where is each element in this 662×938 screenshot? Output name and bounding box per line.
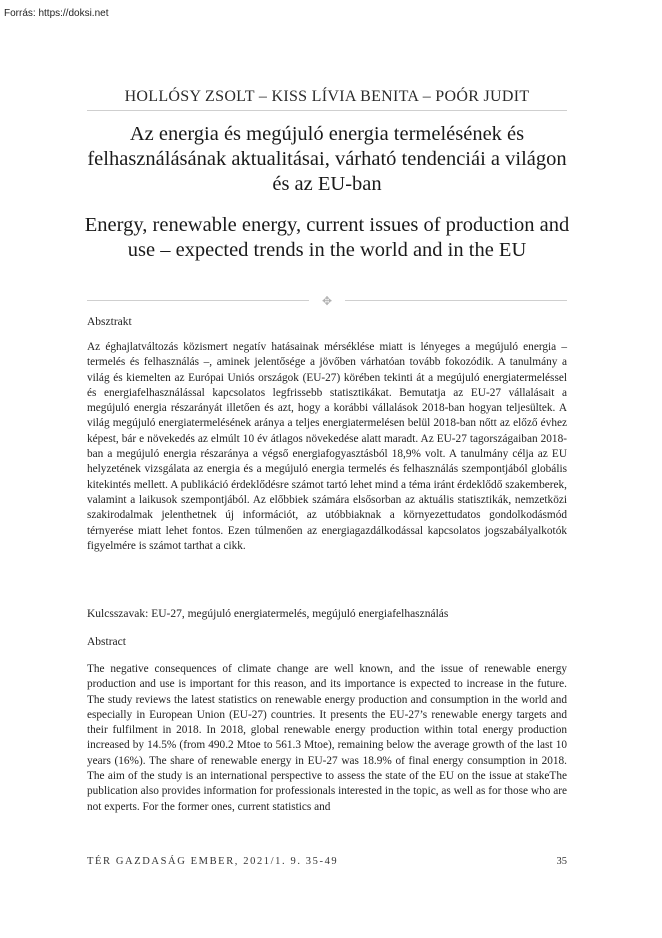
abstract-en-text: The negative consequences of climate change are well known, and the issue of renewable energy production and use is important for this reason, and its importance is expected to increase in the future. The study reviews the latest statistics on renewable energy production and consumption in the world and especially in European Union (EU-27) countries. It presents the EU-27’s renewable energy targets and their fulfilment in 2018. In 2018, global renewable energy production within total energy production increased by 14.5% (from 490.2 Mtoe to 561.3 Mtoe), remaining below the average growth of the last 10 years (16%). The share of renewable energy in EU-27 was 18.9% of final energy consumption in 2018. The aim of the study is an international perspective to assess the state of the EU on the issue at stakeThe publication also provides information for professionals interested in the topic, as well as for those who are not experts. For the former ones, current statistics and [87,663,567,813]
abstract-hu-text: Az éghajlatváltozás közismert negatív hatásainak mérséklése miatt is lényeges a megújuló energia – termelés és felhasználás –, aminek jelentősége a jövőben várhatóan tovább fokozódik. A tanulmány a világ és kiemelten az Európai Uniós országok (EU-27) körében tekinti át a megújuló energiatermeléssel és energiafelhasználással kapcsolatos legfrissebb statisztikákat. Bemutatja az EU-27 vállalásait a megújuló energia részarányát illetően és azt, hogy a korábbi vállalások 2018-ban hogyan teljesültek. A világ megújuló energiatermelésének aránya a teljes energiatermelésen belül 2018-ban nőtt az előző évhez képest, bár e növekedés az elmúlt 10 év átlagos növekedése alatt maradt. Az EU-27 tagországaiban 2018-ban a megújuló energia részaránya a végső energiafogyasztásból 18,9% volt. A tanulmány célja az EU helyzetének vizsgálata az energia és a megújuló energia termelés és felhasználás szempontjából globális kitekintés mellett. A publikáció érdeklődésre számot tartó lehet mind a téma iránt érdeklődő szakemberek, valamint a laikusok szempontjából. Az előbbiek számára elsősorban az aktuális statisztikák, nemzetközi szakirodalmak jelenthetnek új információt, az utóbbiaknak a környezettudatos gondolkodásmód térnyerése miatt lehet fontos. Ezen túlmenően az energiagazdálkodással kapcsolatos jogszabályalkotók figyelmére is számot tarthat a cikk. [87,341,567,552]
ornament-icon: ✥ [321,294,333,308]
authors: HOLLÓSY ZSOLT – KISS LÍVIA BENITA – POÓR JUDIT [124,88,530,105]
ornament-divider-right [345,300,567,301]
abstract-en-heading: Abstract [87,636,126,648]
source-label: Forrás: https://doksi.net [4,8,109,19]
title-english: Energy, renewable energy, current issues of production and use – expected trends in the world and in the EU [84,214,570,261]
journal-citation: TÉR GAZDASÁG EMBER, 2021/1. 9. 35-49 [87,856,339,867]
header-divider [87,110,567,111]
page-number: 35 [556,856,567,867]
abstract-hu-heading: Absztrakt [87,316,132,328]
keywords: Kulcsszavak: EU-27, megújuló energiatermelés, megújuló energiafelhasználás [87,608,449,620]
title-hungarian: Az energia és megújuló energia termelésének és felhasználásának aktualitásai, várható tendenciái a világon és az EU-ban [87,123,567,195]
ornament-divider-left [87,300,309,301]
